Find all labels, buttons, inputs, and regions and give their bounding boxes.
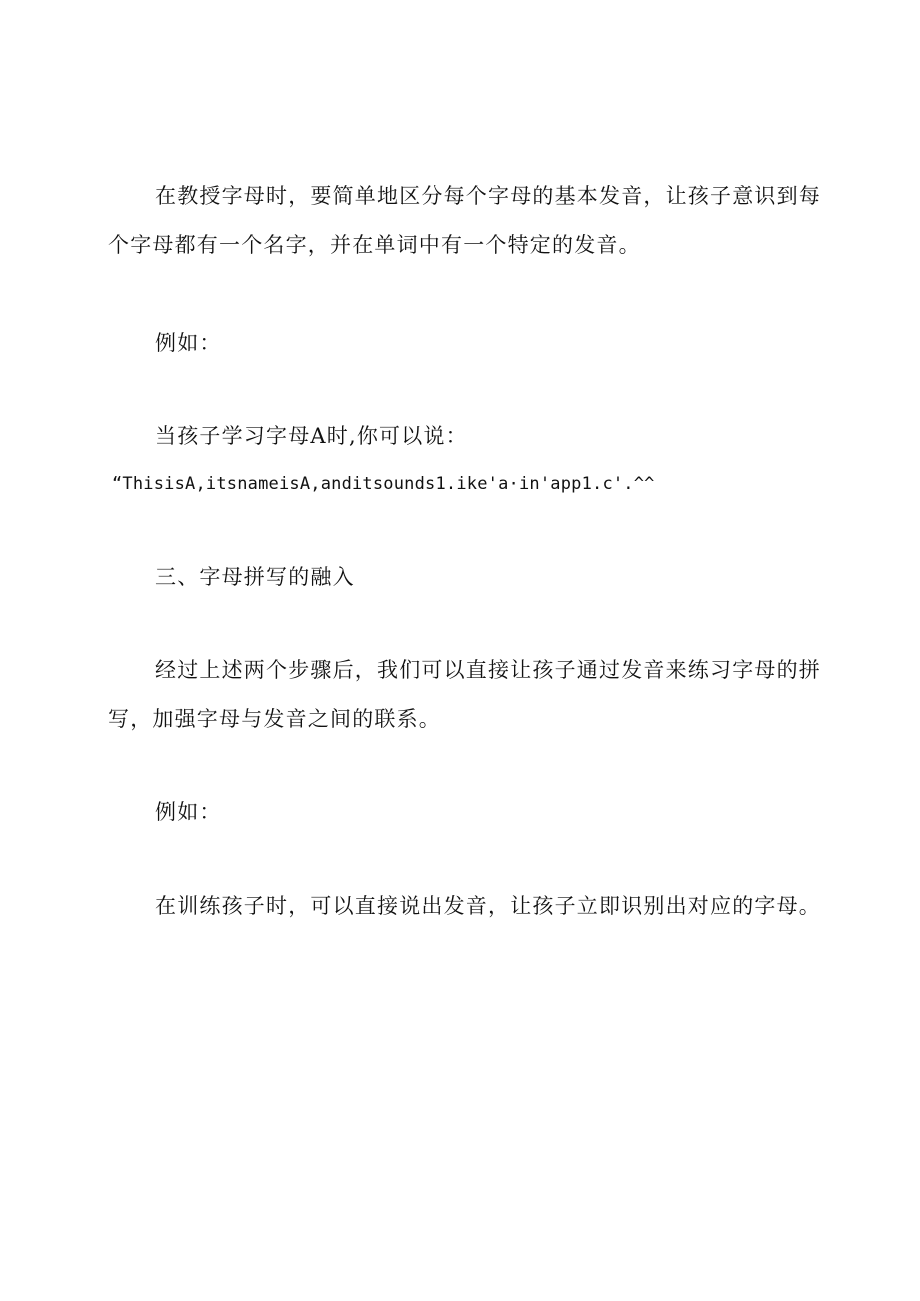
section-heading: 三、字母拼写的融入 xyxy=(155,565,355,589)
paragraph-2-intro: 当孩子学习字母A时,你可以说： xyxy=(155,424,468,448)
paragraph-1-line-2: 个字母都有一个名字，并在单词中有一个特定的发音。 xyxy=(108,233,641,257)
paragraph-2-quote: “ThisisA,itsnameisA,anditsounds1.ike'a·in'app1.c'.^^ xyxy=(112,474,655,494)
example-label-2: 例如： xyxy=(155,800,222,824)
paragraph-3-line-2: 写，加强字母与发音之间的联系。 xyxy=(108,707,441,731)
paragraph-1-line-1: 在教授字母时，要简单地区分每个字母的基本发音，让孩子意识到每 xyxy=(155,184,821,208)
paragraph-4: 在训练孩子时，可以直接说出发音，让孩子立即识别出对应的字母。 xyxy=(155,894,821,918)
example-label-1: 例如： xyxy=(155,331,222,355)
paragraph-3-line-1: 经过上述两个步骤后，我们可以直接让孩子通过发音来练习字母的拼 xyxy=(155,658,821,682)
